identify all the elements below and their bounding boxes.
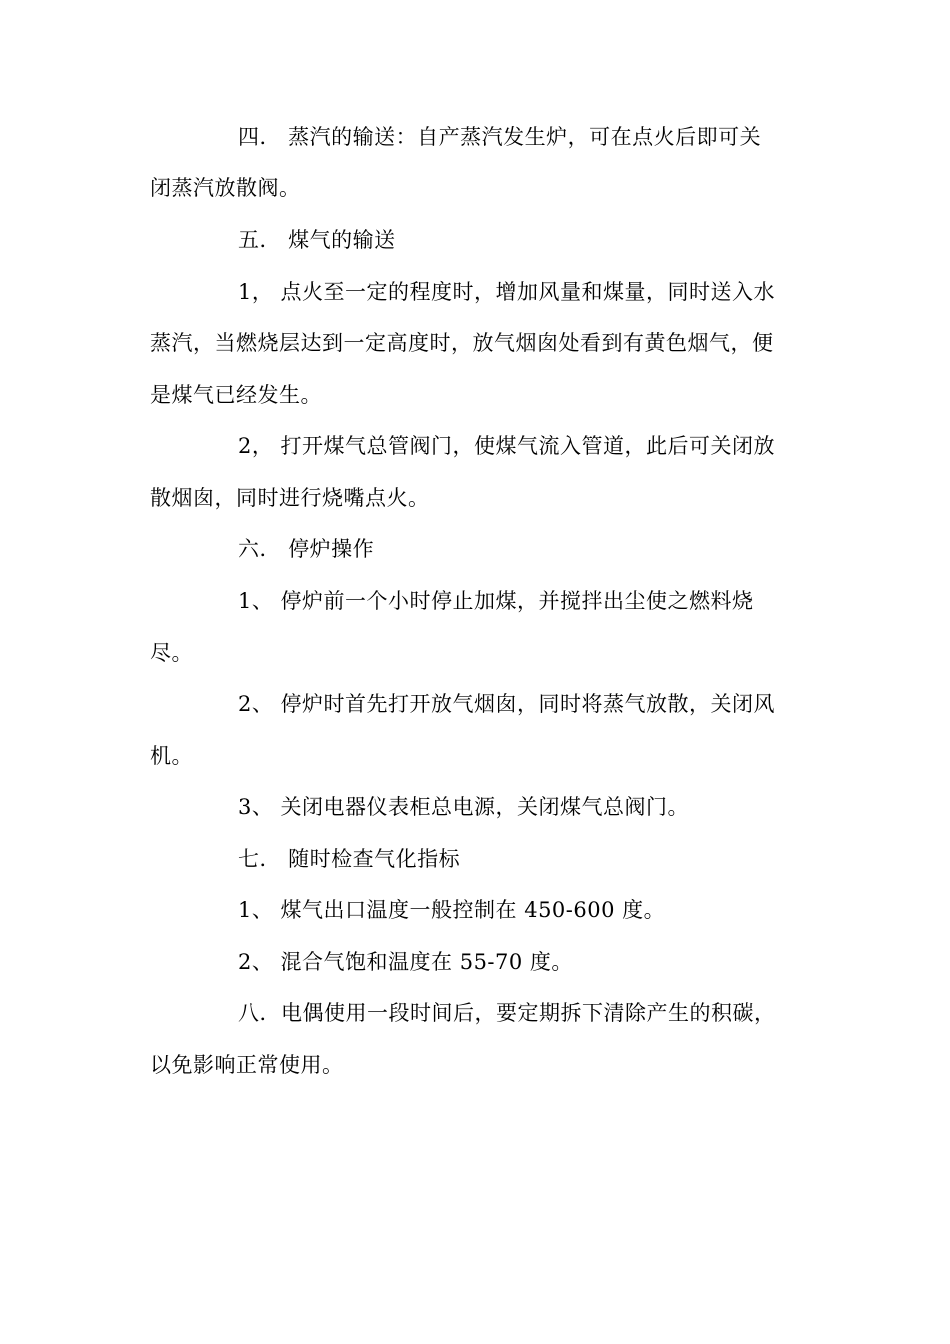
text-line: 1， 点火至一定的程度时，增加风量和煤量，同时送入水 xyxy=(238,280,776,304)
text-line: 是煤气已经发生。 xyxy=(150,383,322,407)
text-line: 以免影响正常使用。 xyxy=(150,1053,344,1077)
text-line: 2、 混合气饱和温度在 55-70 度。 xyxy=(238,950,573,974)
text-line: 机。 xyxy=(150,744,193,768)
text-line: 1、 煤气出口温度一般控制在 450-600 度。 xyxy=(238,898,666,922)
text-line: 2， 打开煤气总管阀门，使煤气流入管道，此后可关闭放 xyxy=(238,434,776,458)
text-line: 1、 停炉前一个小时停止加煤，并搅拌出尘使之燃料烧 xyxy=(238,589,754,613)
text-line: 尽。 xyxy=(150,641,193,665)
section-8-heading: 八．电偶使用一段时间后，要定期拆下清除产生的积碳， xyxy=(238,1001,776,1025)
section-5-heading: 五． 煤气的输送 xyxy=(238,228,396,252)
section-4-heading: 四． 蒸汽的输送：自产蒸汽发生炉，可在点火后即可关 xyxy=(238,125,762,149)
text-line: 散烟囱，同时进行烧嘴点火。 xyxy=(150,486,430,510)
text-line: 蒸汽，当燃烧层达到一定高度时，放气烟囱处看到有黄色烟气，便 xyxy=(150,331,774,355)
section-6-heading: 六． 停炉操作 xyxy=(238,537,375,561)
section-7-heading: 七． 随时检查气化指标 xyxy=(238,847,461,871)
text-line: 闭蒸汽放散阀。 xyxy=(150,176,301,200)
text-line: 2、 停炉时首先打开放气烟囱，同时将蒸气放散，关闭风 xyxy=(238,692,776,716)
text-line: 3、 关闭电器仪表柜总电源，关闭煤气总阀门。 xyxy=(238,795,690,819)
